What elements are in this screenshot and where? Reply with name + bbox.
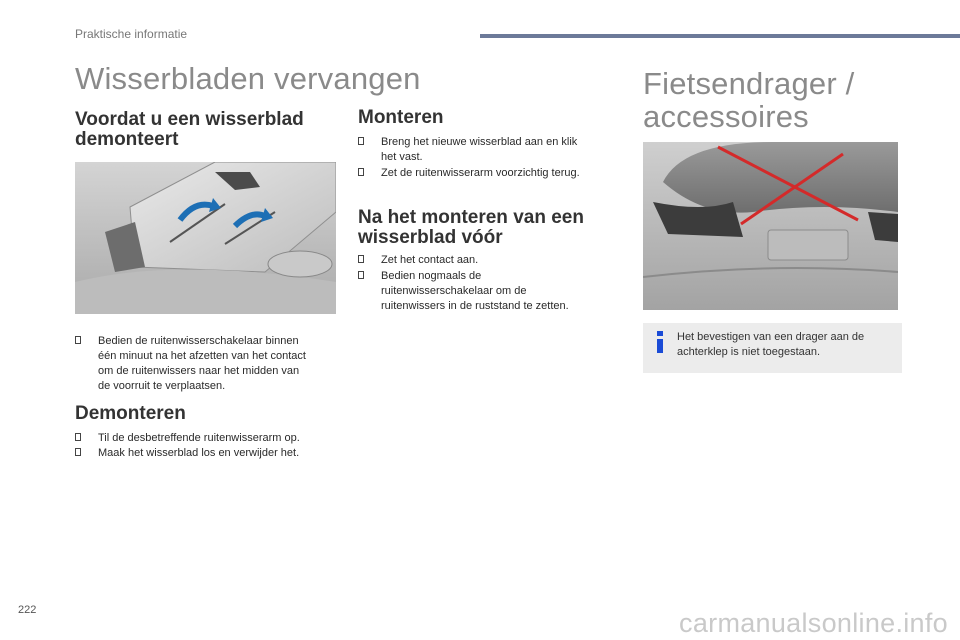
step-lower-arm: Zet de ruitenwisserarm voorzichtig terug. [358,166,618,181]
heading-before-removal: Voordat u een wisserblad demonteert [75,109,304,150]
section-label: Praktische informatie [75,27,188,41]
windscreen-wipers-photo [75,162,336,314]
checkbox-bullet-icon [75,336,81,344]
info-notice [643,323,902,373]
step-fit-new-blade: Breng het nieuwe wisserblad aan en klik het vast. [358,135,618,165]
step-lift-arm: Til de desbetreffende ruitenwisserarm op. [75,431,345,446]
tailgate-photo [643,142,898,310]
step-operate-wiper-switch: Bedien de ruitenwisserschakelaar binnen één minuut na het afzetten van het contact om de ruitenwissers naar het midden van de voorruit te verplaatsen. [75,334,345,394]
info-icon [654,330,666,354]
page-title: Wisserbladen vervangen [75,61,421,96]
page-number: 222 [18,604,37,616]
header-accent-bar [480,34,960,38]
heading-after-mounting: Na het monteren van een wisserblad vóór [358,207,584,248]
checkbox-bullet-icon [75,448,81,456]
checkbox-bullet-icon [358,271,364,279]
step-remove-blade: Maak het wisserblad los en verwijder het. [75,446,345,461]
checkbox-bullet-icon [358,168,364,176]
checkbox-bullet-icon [358,255,364,263]
checkbox-bullet-icon [358,137,364,145]
step-park-wipers: Bedien nogmaals de ruitenwisserschakelaar om de ruitenwissers in de ruststand te zetten. [358,269,618,314]
heading-removal: Demonteren [75,403,186,424]
section-title-bike-carrier: Fietsendrager / accessoires [643,66,855,134]
step-ignition-on: Zet het contact aan. [358,253,618,268]
watermark: carmanualsonline.info [679,608,948,638]
info-notice-text: Het bevestigen van een drager aan de achterklep is niet toegestaan. [677,331,865,358]
checkbox-bullet-icon [75,433,81,441]
heading-mounting: Monteren [358,107,444,128]
